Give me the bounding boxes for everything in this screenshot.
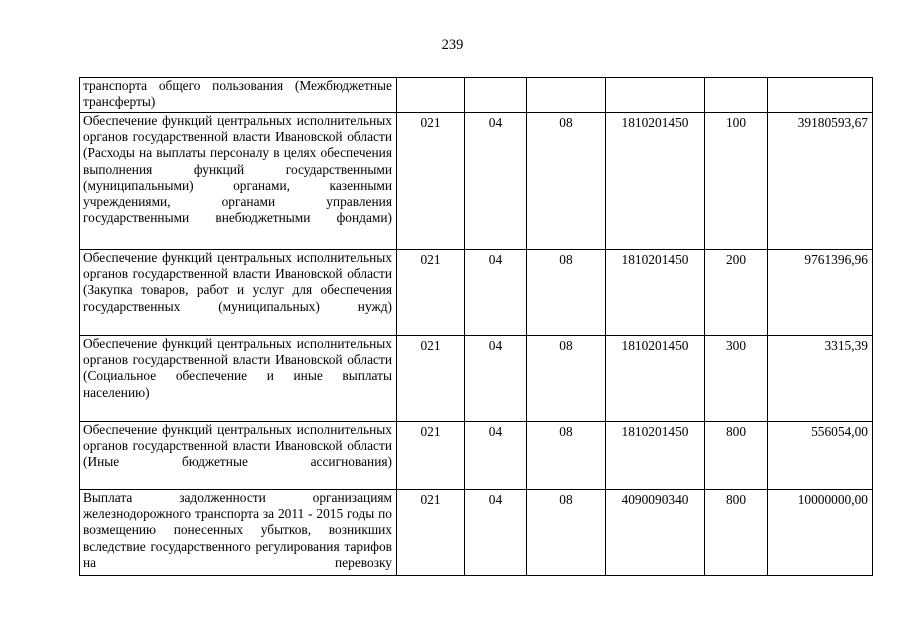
cell-expense-type: 800 [705, 490, 768, 576]
cell-ministry-code: 021 [397, 113, 465, 250]
cell-subsection-code: 08 [527, 490, 606, 576]
cell-description: Выплата задолженности организациям железнодорожного транспорта за 2011 - 2015 годы по возмещению понесенных убытков, возникших вследствие государственного регулирования тарифов на перевозку [80, 490, 397, 576]
cell-description: Обеспечение функций центральных исполнительных органов государственной власти Ивановской области (Социальное обеспечение и иные выплаты населению) [80, 336, 397, 422]
cell-subsection-code [527, 78, 606, 113]
cell-description: транспорта общего пользования (Межбюджетные трансферты) [80, 78, 397, 113]
cell-subsection-code: 08 [527, 336, 606, 422]
table-row [80, 78, 873, 113]
cell-amount: 9761396,96 [768, 250, 873, 336]
table-row [80, 113, 873, 250]
cell-subsection-code: 08 [527, 113, 606, 250]
cell-target-article: 1810201450 [606, 336, 705, 422]
table-row [80, 250, 873, 336]
cell-target-article: 1810201450 [606, 113, 705, 250]
table-row [80, 336, 873, 422]
cell-section-code: 04 [465, 490, 527, 576]
cell-ministry-code: 021 [397, 250, 465, 336]
cell-section-code [465, 78, 527, 113]
cell-amount: 556054,00 [768, 422, 873, 490]
cell-target-article [606, 78, 705, 113]
cell-ministry-code: 021 [397, 422, 465, 490]
cell-description: Обеспечение функций центральных исполнительных органов государственной власти Ивановской области (Иные бюджетные ассигнования) [80, 422, 397, 490]
table-body [80, 78, 873, 576]
cell-expense-type: 300 [705, 336, 768, 422]
cell-ministry-code: 021 [397, 490, 465, 576]
cell-expense-type: 200 [705, 250, 768, 336]
cell-subsection-code: 08 [527, 422, 606, 490]
cell-target-article: 1810201450 [606, 422, 705, 490]
cell-target-article: 1810201450 [606, 250, 705, 336]
cell-description: Обеспечение функций центральных исполнительных органов государственной власти Ивановской области (Закупка товаров, работ и услуг для обеспечения государственных (муниципальных) нужд) [80, 250, 397, 336]
cell-amount: 39180593,67 [768, 113, 873, 250]
table-row [80, 422, 873, 490]
cell-target-article: 4090090340 [606, 490, 705, 576]
cell-expense-type: 100 [705, 113, 768, 250]
cell-amount [768, 78, 873, 113]
cell-ministry-code: 021 [397, 336, 465, 422]
cell-section-code: 04 [465, 422, 527, 490]
cell-section-code: 04 [465, 336, 527, 422]
cell-expense-type: 800 [705, 422, 768, 490]
page-number: 239 [441, 37, 464, 53]
table-row [80, 490, 873, 576]
cell-section-code: 04 [465, 250, 527, 336]
cell-expense-type [705, 78, 768, 113]
budget-table [79, 77, 873, 576]
cell-description: Обеспечение функций центральных исполнительных органов государственной власти Ивановской области (Расходы на выплаты персоналу в целях обеспечения выполнения функций государственными (муниципальными) органами, казенными учреждениями, органами управления государственными внебюджетными фондами) [80, 113, 397, 250]
cell-ministry-code [397, 78, 465, 113]
cell-amount: 3315,39 [768, 336, 873, 422]
cell-amount: 10000000,00 [768, 490, 873, 576]
cell-section-code: 04 [465, 113, 527, 250]
cell-subsection-code: 08 [527, 250, 606, 336]
